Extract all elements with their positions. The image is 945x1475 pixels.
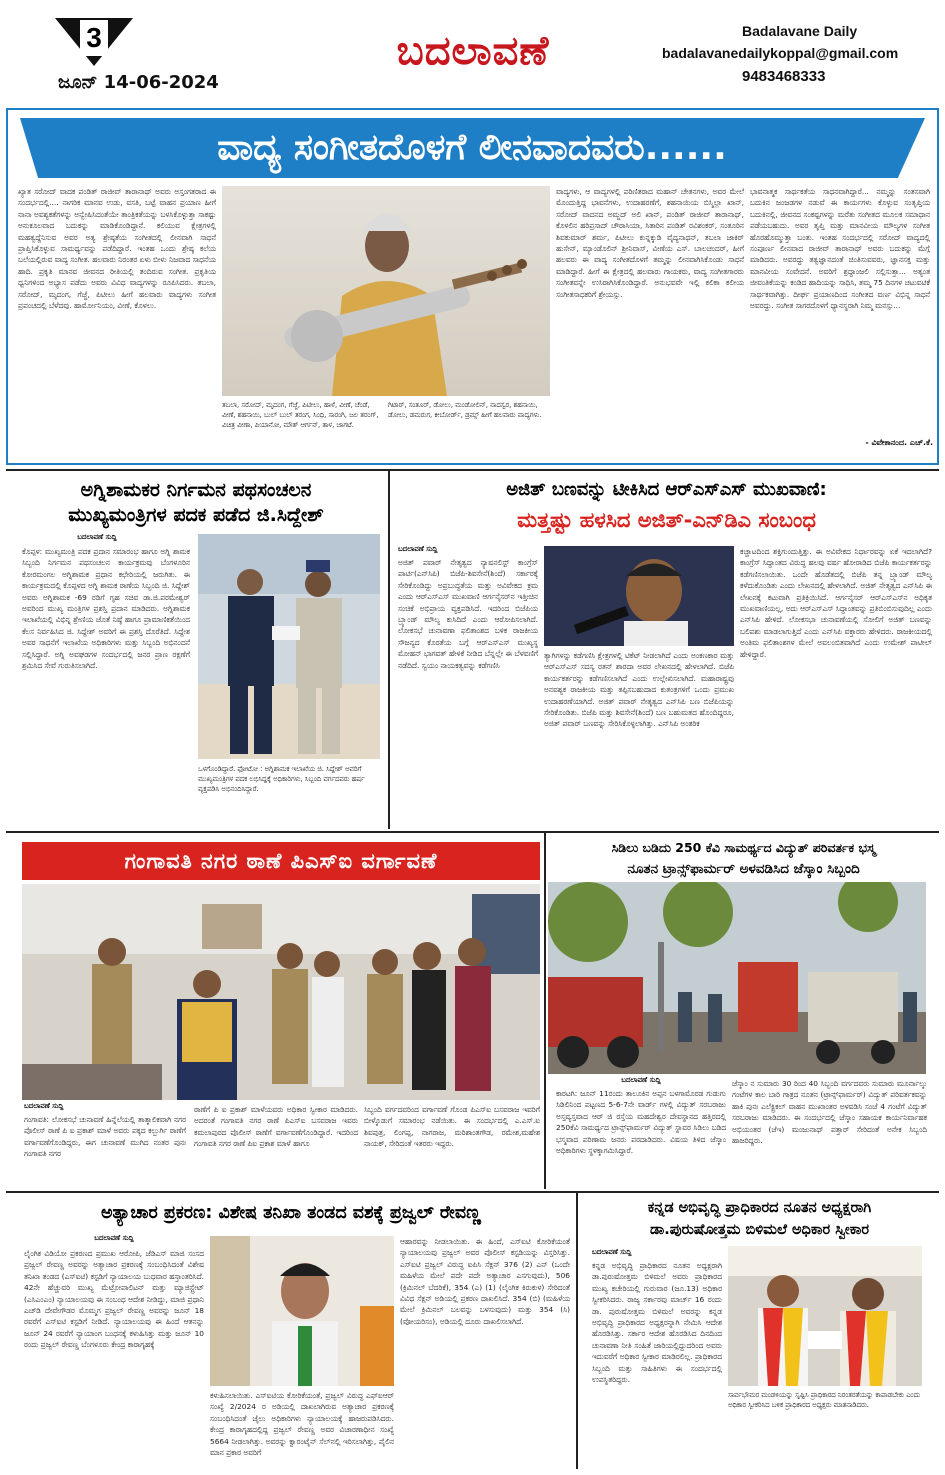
ajit-byline: ಬದಲಾವಣೆ ಸುದ್ದಿ [398, 545, 438, 553]
kannada-headline-1: ಕನ್ನಡ ಅಭಿವೃದ್ಧಿ ಪ್ರಾಧಿಕಾರದ ನೂತನ ಅಧ್ಯಕ್ಷರಾಗಿ [647, 1200, 872, 1216]
fire-award-photo [198, 534, 380, 759]
fire-headline-2: ಮುಖ್ಯಮಂತ್ರಿಗಳ ಪದಕ ಪಡೆದ ಜಿ.ಸಿದ್ದೇಶ್ [68, 504, 324, 526]
divider [6, 469, 939, 471]
ajit-headline-2: ಮತ್ತಷ್ಟು ಹಳಸಿದ ಅಜಿತ್-ಎನ್‌ಡಿಎ ಸಂಬಂಧ [517, 508, 816, 532]
kannada-byline: ಬದಲಾವಣೆ ಸುದ್ದಿ [592, 1248, 632, 1256]
lead-column-2: ವಾದ್ಯಗಳು, ಆ ವಾದ್ಯಗಳಲ್ಲಿ ಪರಿಣಿತರಾದ ಮಹಾನ್ ಚೇತನಗಳು, ಅವರ ಮೇಲೆ ಮೊಂದುತ್ತಿದ್ದ ಭಾವನೆಗಳು, ಉದಾಹರಣೆಗೆ, ಶಹನಾಯಿಯ ಬಿಸ್ಮಿಲ್ಲಾ ಖಾನ್, ಸರೋದ್ ವಾದನದ ಅಮ್ಜದ್ ಅಲಿ ಖಾನ್, ಪಂಡಿತ್ ರಾಜೀವ್ ತಾರಾನಾಥ್, ಕೊಳಲಿನ ಹರಿಪ್ರಸಾದ್ ಚೌರಾಸಿಯಾ, ಸಿತಾರಿನ ಪಂಡಿತ್ ರವಿಶಂಕರ್, ಸಂತೂರಿನ ಶಿವಕುಮಾರ್ ಶರ್ಮ, ಪಿಟೀಲು ಕುನ್ನಕ್ಕುಡಿ ವೈದ್ಯನಾಥನ್, ತಬಲಾ ಜಾಕಿರ್ ಹುಸೇನ್, ಮ್ಯಾಂಡೊಲಿನ್ ಶ್ರೀನಿವಾಸ್, ವೀಣೆಯ ಎಸ್. ಬಾಲಚಂದರ್, ಹೀಗೆ ಹಲವರು ಈ ವಾದ್ಯ ಸಂಗೀತದೊಳಗೆ ತಮ್ಮನ್ನು ಲೀನವಾಗಿಸಿಕೊಂಡು ಸಾಧನೆ ಮಾಡಿದ್ದಾರೆ. ಹೀಗೆ ಈ ಕ್ಷೇತ್ರದಲ್ಲಿ ಹಲವಾರು ಗಾಯಕರು, ವಾದ್ಯ ಸಂಗೀತಗಾರರು ಸಂಗೀತವನ್ನೇ ಉಸಿರಾಗಿಸಿಕೊಂಡಿದ್ದಾರೆ. ಅನುಭವವೇ ಇಲ್ಲಿ ಕಲಿಕಾ ಕಲೀಯ ಸಂಗೀತಸಾಧಕರಿಗೆ ಶ್ರೇಯಸ್ಸು. [556, 187, 744, 299]
kannada-authority-photo [728, 1246, 922, 1386]
fire-headline-1: ಅಗ್ನಿಶಾಮಕರ ನಿರ್ಗಮನ ಪಥಸಂಚಲನ [80, 479, 312, 501]
fire-photo-caption: ಒಳಗೊಂಡಿದ್ದಾರೆ. ಫೋಟೋ : ಅಗ್ನಿಶಾಮಕ ಇಲಾಖೆಯ ಜಿ. ಸಿದ್ದೇಶ್ ಅವರಿಗೆ ಮುಖ್ಯಮಂತ್ರಿಗಳ ಪದಕ ಲಭಿಸಿದ್ದಕ್ಕೆ ಅಧಿಕಾರಿಗಳು, ಸಿಬ್ಬಂದಿ ವರ್ಗದವರು ಹರ್ಷ ವ್ಯಕ್ತಪಡಿಸಿ ಅಭಿನಂದಿಸಿದ್ದಾರೆ. [198, 765, 365, 793]
lead-headline: ವಾದ್ಯ ಸಂಗೀತದೊಳಗೆ ಲೀನವಾದವರು...... [217, 127, 727, 168]
prajwal-byline: ಬದಲಾವಣೆ ಸುದ್ದಿ [94, 1234, 134, 1242]
ajit-column-3: ಕಚ್ಚಾಟದಿಂದ ಶಕ್ತಿಗುಂದುತ್ತಿತ್ತು. ಈ ಅವಿವೇಕದ ನಿರ್ಧಾರವನ್ನು ಏಕೆ ಇದಲಾಗಿದೆ? ಕಾಂಗ್ರೆಸ್ ಸಿದ್ಧಾಂತದ ವಿರುದ್ಧ ಹಲವು ವರ್ಷ ಹೋರಾಡಿದ ಬಿಜೆಪಿ ಕಾರ್ಯಕರ್ತರನ್ನು ಕಡೆಗಣಿಸಲಾಯಿತು. ಒಂದೇ ಹೊಡೆತದಲ್ಲಿ ಬಿಜೆಪಿ ತನ್ನ ಬ್ರ್ಯಾಂಡ್ ಮೌಲ್ಯ ಕಳೆದುಕೊಂಡಿತು ಎಂದು ಲೇಖನದಲ್ಲಿ ಹೇಳಲಾಗಿದೆ. ಅಜಿತ್ ನೇತೃತ್ವದ ಎನ್‌ಸಿಪಿ ಈ ಲೇಖನಕ್ಕೆ ಕಟುವಾಗಿ ಪ್ರತಿಕ್ರಿಯಿಸಿದೆ. ಆರ್ಗನೈಸರ್ ಆರ್‌ಎಸ್‌ಎಸ್‌ನ ಅಧಿಕೃತ ಮುಖವಾಣಿಯಲ್ಲ, ಅದು ಆರ್‌ಎಸ್‌ಎಸ್ ಸಿದ್ಧಾಂತವನ್ನು ಪ್ರತಿಬಿಂಬಿಸುವುದಿಲ್ಲ ಎಂದು ಎನ್‌ಸಿಪಿ ಹೇಳಿದೆ. ಲೋಕಸಭಾ ಚುನಾವಣೆಯಲ್ಲಿ ಸೋಲಿಗೆ ಅಜಿತ್ ಬಣವನ್ನು ಬಲಿಪಶು ಮಾಡಲಾಗುತ್ತಿದೆ ಎಂದು ಎನ್‌ಸಿಪಿ ವಕ್ತಾರರು ಹೇಳಿದರು. ರಾಜಕೀಯದಲ್ಲಿ ಅಂತಿಮ ಫಲಿತಾಂಶಗಳ ಮೇಲೆ ಅವಲಂಬಿತವಾಗಿದೆ ಎಂದು ಉಮೇಶ್ ಪಾಟೀಲ್ ಹೇಳಿದ್ದಾರೆ. [740, 547, 932, 659]
ajit-headline-1: ಅಜಿತ್ ಬಣವನ್ನು ಟೀಕಿಸಿದ ಆರ್‌ಎಸ್‌ಎಸ್ ಮುಖವಾಣಿ: [506, 479, 827, 500]
fire-text: ಕೊಪ್ಪಳ: ಮುಖ್ಯಮಂತ್ರಿ ಪದಕ ಪ್ರದಾನ ಸಮಾರಂಭ ಹಾಗೂ ಅಗ್ನಿ ಶಾಮಕ ಸಿಬ್ಬಂದಿ ನಿರ್ಗಮನ ಪಥಸಂಚಲನ ಕಾರ್ಯಕ್ರಮವು ಬೆಂಗಳೂರಿನ ಕೋರಮಂಗಲ ಅಗ್ನಿಶಾಮಕ ಪ್ರಧಾನ ಕಛೇರಿಯಲ್ಲಿ ಜರುಗಿತು. ಈ ಕಾರ್ಯಕ್ರಮದಲ್ಲಿ ಕೊಪ್ಪಳದ ಅಗ್ನಿ ಶಾಮಕ ಠಾಣೆಯ ಸಿಬ್ಬಂದಿ ಜಿ. ಸಿದ್ದೇಶ್ ಅವರು ಅಗ್ನಿಶಾಮಕ -69 ರಡಿಗೆ ಗೃಹ ಸಚಿವ ಡಾ.ಜಿ.ಪರಮೇಶ್ವರ್ ಅವರಿಂದ ಮುಖ್ಯ ಮಂತ್ರಿಗಳ ಪ್ರಶಸ್ತಿ ಪ್ರದಾನ ಮಾಡಿದರು. ಅಗ್ನಿಶಾಮಕ ಇಲಾಖೆಯಲ್ಲಿ ವಿಭಿನ್ನ ಶ್ರೇಣಿಯ ಜೊತೆ ನಿಷ್ಠೆ ಹಾಗೂ ಪ್ರಾಮಾಣಿಕತೆಯಿಂದ ಕೆಲಸ ನಿರ್ವಹಿಸಿದ ಜಿ. ಸಿದ್ದೇಶ್ ಅವರಿಗೆ ಈ ಪ್ರಶಸ್ತಿ ದೊರೆತಿದೆ. ಸಿದ್ದೇಶ ಅವರ ಸಾಧನೆಗೆ ಇಲಾಖೆಯ ಅಧಿಕಾರಿಗಳು ಮತ್ತು ಸಿಬ್ಬಂದಿ ಅಭಿನಂದನೆ ಸಲ್ಲಿಸಿದ್ದಾರೆ. ಅಗ್ನಿ ಅವಘಡಗಳ ಸಂದರ್ಭದಲ್ಲಿ ಜನರ ಪ್ರಾಣ ರಕ್ಷಣೆಗೆ ಶ್ರಮಿಸಿದ ಸೇವೆ ಗುರುತಿಸಲಾಗಿದೆ. [22, 547, 190, 671]
publisher-phone: 9483468333 [742, 68, 826, 85]
lead-column-3: ಭಾವನಾತ್ಮಕ ಸಾರ್ಥಕತೆಯ ಸಾಧನವಾಗಿದ್ದಾರೆ... ನಮ್ಮನ್ನು ಸಂತಸವಾಗಿ ಬದುಕಿನ ಜಂಜಡಗಳ ನಡುವೆ ಈ ಕಾರ್ಯಗಳು ಕೊಳ್ಳುವ ಸಂತೃಪ್ತಿಯ ಬದುಕಿನಲ್ಲಿ, ಜೀವನದ ಸಂಕಷ್ಟಗಳನ್ನು ಮರೆತು ಸಂಗೀತದ ಮೂಲಕ ಸಮಾಧಾನ ಪಡೆಯಬಹುದು. ಅವರ ತೃಪ್ತಿ ಮತ್ತು ಮಾನವೀಯ ಮೌಲ್ಯಗಳ ಸಂಗೀತ ಹೊರಹೊಮ್ಮುತ್ತಾ ಬಂತು. ಇಂತಹ ಸಂದರ್ಭದಲ್ಲಿ ಸರೋದ್ ವಾದ್ಯದಲ್ಲಿ ಸಂಪೂರ್ಣ ಲೀನವಾದ ರಾಜೀವ್ ತಾರಾನಾಥ್ ಅವರು ಬದುಕನ್ನು ಮೆಗ್ಗೆ ಮಾಡಿದರು. ಅವರದ್ದು ತತ್ವಜ್ಞಾನದಂತೆ ಚಿಂತಿಸುವವರು, ಜ್ಞಾನಸಕ್ತ ಮತ್ತು ಮಾನವೀಯ ಸಂವೇದನೆ. ಅವರಿಗೆ ಶ್ರದ್ಧಾಂಜಲಿ ಸಲ್ಲಿಸುತ್ತಾ... ಅತ್ಯಂತ ಜೀವಂತಿಕೆಯನ್ನು ಕಂಡಿದ ಹಾದಿಯನ್ನು ಸಾಧಿಸಿ, ತಮ್ಮ 75 ದಿನಗಳ ಚಟುವಟಿಕೆ ಸಾರ್ಥಕವಾಗಿತ್ತು. ದೀರ್ಘ ಪ್ರಯಾಣದಿಂದ ಸಂಗೀತದ ವರ್ಣ ವಿಭಿನ್ನ ಸಾಧನೆ ಅವರದ್ದು. ಸಂಗೀತ ಸಾಗರದೊಳಗೆ ಧ್ಯಾನಸ್ಥರಾಗಿ ನಿಮ್ಮ ಮನಸ್ಸು... [750, 187, 930, 311]
psi-headline: ಗಂಗಾವತಿ ನಗರ ಠಾಣೆ ಪಿಎಸ್‌ಐ ವರ್ಗಾವಣೆ [22, 842, 540, 880]
kannada-headline-2: ಡಾ.ಪುರುಷೋತ್ತಮ ಬಿಳಿಮಲೆ ಅಧಿಕಾರ ಸ್ವೀಕಾರ [649, 1222, 870, 1238]
psi-column-2: ಠಾಣೆಗೆ ಪಿ ಐ ಪ್ರಕಾಶ್ ಮಾಳೆಯವರು ಅಧಿಕಾರ ಸ್ವೀಕಾರ ಮಾಡಿದರು. ಅದರಂತೆ ಗಂಗಾವತಿ ನಗರ ಠಾಣೆ ಪಿಎಸ್‌ಐ ಬಸವರಾಜ ಇವರು ಕಮಲಾಪುರದ ಪೊಲೀಸ್ ಠಾಣೆಗೆ ವರ್ಗಾವಣೆಗೊಂಡಿದ್ದಾರೆ. ಇದರಿಂದ ಗಂಗಾವತಿ ನಗರ ಠಾಣೆ ಪಿಐ ಪ್ರಕಾಶ ಮಾಳೆ ಹಾಗೂ [194, 1105, 358, 1149]
prajwal-photo [210, 1236, 394, 1386]
lead-author: - ವಿವೇಕಾನಂದ. ಎಚ್.ಕೆ. [865, 438, 933, 447]
issue-date: ಜೂನ್ 14-06-2024 [58, 72, 219, 93]
psi-column-3: ಸಿಬ್ಬಂದಿ ವರ್ಗದವರಿಂದ ವರ್ಗಾವಣೆ ಗೊಂಡ ಪಿಎಸ್‌ಐ ಬಸವರಾಜ ಇವರಿಗೆ ಬೀಳ್ಕೊಡುಗೆ ಸಮಾರಂಭ ನಡೆಯಿತು. ಈ ಸಂದರ್ಭದಲ್ಲಿ ಎ.ಎಸ್.ಐ ಶಿವಪುತ್ರ, ಲಿಂಗಪ್ಪ, ನಾಗರಾಜ, ಮರಿಶಾಂತಗೌಡ, ರಮೇಶ,ಮಹೇಶ ನಾಯಕ್, ಸೇರಿದಂತೆ ಇತರರು ಇದ್ದರು. [364, 1105, 540, 1149]
ajit-pawar-photo [544, 546, 734, 646]
divider [388, 471, 390, 829]
lead-photo-caption-left: ತಬಲಾ, ಸರೋದ್, ಮೃದಂಗ, ಗೆಜ್ಜೆ, ಪಿಟೀಲು, ಹಾಳೆ, ವೀಣೆ, ಚೆಂಡೆ, ವೀಣೆ, ಶಹನಾಯಿ, ಬುಲ್ ಬುಲ್ ತರಂಗ, ಸಿಂಧಿ, ಸಾರಂಗಿ, ಜಲ ತರಂಗ್, ವಿಚಿತ್ರ ವೀಣಾ, ಪಿಯಾನೋ, ಮೌತ್ ಆರ್ಗನ್, ತಾಳ, ಜಾಗಟೆ. [222, 401, 379, 429]
psi-column-1: ಗಂಗಾವತಿ: ಲೋಕಸಭೆ ಚುನಾವಣೆ ಹಿನ್ನೆಲೆಯಲ್ಲಿ ತಾತ್ಕಾಲಿಕವಾಗಿ ನಗರ ಪೊಲೀಸ್ ಠಾಣೆ ಪಿ ಐ ಪ್ರಕಾಶ್ ಮಾಳೆ ಅವರು ಪಕ್ಕದ ಕಲ್ಬುರ್ಗಿ ಠಾಣೆಗೆ ವರ್ಗಾವಣೆಗೊಂಡಿದ್ದರು, ಈಗ ಚುನಾವಣೆ ಮುಗಿದ ನಂತರ ಪುನಃ ಗಂಗಾವತಿ ನಗರ [24, 1115, 186, 1159]
ajit-column-1: ಅಜಿತ್ ಪವಾರ್ ನೇತೃತ್ವದ ನ್ಯಾಷನಲಿಸ್ಟ್ ಕಾಂಗ್ರೆಸ್ ಪಾರ್ಟಿ(ಎನ್‌ಸಿಪಿ) ಬಿಜೆಪಿ-ಶಿವಸೇನೆ(ಶಿಂದೆ) ಸರ್ಕಾರಕ್ಕೆ ಸೇರಿಕೊಂಡಿದ್ದು ಅಪ್ರಬುದ್ಧತೆಯ ಮತ್ತು ಅವಿವೇಕದ ಕ್ರಮ ಎಂದು ಆರ್‌ಎಸ್‌ಎಸ್ ಮುಖವಾಣಿ ಆರ್ಗನೈಸರ್‌ನ ಇತ್ತೀಚಿನ ಸಂಚಿಕೆ ಅಭಿಪ್ರಾಯ ವ್ಯಕ್ತಪಡಿಸಿದೆ. ಇದರಿಂದ ಬಿಜೆಪಿಯ ಬ್ರ್ಯಾಂಡ್ ಮೌಲ್ಯ ಕುಸಿದಿದೆ ಎಂದು ಆರೋಪಿಸಲಾಗಿದೆ. ಲೋಕಸಭೆ ಚುನಾವಣಾ ಫಲಿತಾಂಶದ ಬಳಿಕ ರಾಜಕೀಯ ಸೌಜನ್ಯದ ಕೊರತೆಯ ಬಗ್ಗೆ ಆರ್‌ಎಸ್‌ಎಸ್ ಮುಖ್ಯಸ್ಥ ಮೋಹನ್ ಭಾಗವತ್ ಹೇಳಿಕೆ ನೀಡಿದ ಬೆನ್ನಲ್ಲೇ ಈ ಬೆಳವಣಿಗೆ ನಡೆದಿದೆ. ಸ್ವಯಂ ನಾಯಕತ್ವವನ್ನು ಕಡೆಗಣಿಸಿ [398, 558, 538, 670]
ajit-column-2: ತ್ಯಾಗಿಗಳನ್ನು ಕಡೆಗಣಿಸಿ ಕ್ಷೇತ್ರಗಳಲ್ಲಿ ಟಿಕೆಟ್ ನೀಡಲಾಗಿದೆ ಎಂದು ಅಂಕಣಕಾರ ಮತ್ತು ಆರ್‌ಎಸ್‌ಎಸ್ ಸದಸ್ಯ ರತನ್ ಶಾರದಾ ಅವರ ಲೇಖನದಲ್ಲಿ ಹೇಳಲಾಗಿದೆ. ಬಿಜೆಪಿ ಕಾರ್ಯಕರ್ತರನ್ನು ಕಡೆಗಣಿಸಲಾಗಿದೆ ಎಂದು ಉಲ್ಲೇಖಿಸಲಾಗಿದೆ. ಮಹಾರಾಷ್ಟ್ರವು ಅನವಶ್ಯಕ ರಾಜಕೀಯ ಮತ್ತು ತಪ್ಪಿಸಬಹುದಾದ ಕುತಂತ್ರಗಳಿಗೆ ಒಂದು ಪ್ರಮುಖ ಉದಾಹರಣೆಯಾಗಿದೆ. ಅಜಿತ್ ಪವಾರ್ ನೇತೃತ್ವದ ಎನ್‌ಸಿಪಿ ಬಣ ಬಿಜೆಪಿಯನ್ನು ಸೇರಿಕೊಂಡಿತು. ಬಿಜೆಪಿ ಮತ್ತು ಶಿವಸೇನೆ(ಶಿಂದೆ) ಬಣ ಬಹುಮತದ ಹೊಂದಿದ್ದರೂ, ಅಜಿತ್ ಪವಾರ್ ಬಣವನ್ನು ಸೇರಿಸಿಕೊಳ್ಳಲಾಗಿತ್ತು. ಎನ್‌ಸಿಪಿ ಅಂತರಿಕ [544, 651, 734, 729]
fire-byline: ಬದಲಾವಣೆ ಸುದ್ದಿ [77, 533, 117, 541]
divider [6, 831, 939, 833]
prajwal-column-2: ಕಳುಹಿಸಲಾಯಿತು. ಎಸ್‌ಐಟಿಯ ಕೋರಿಕೆಯಂತೆ, ಪ್ರಜ್ವಲ್ ವಿರುದ್ಧ ಎಫ್‌ಐಆರ್ ಸಂಖ್ಯೆ 2/2024 ರ ಅಡಿಯಲ್ಲಿ ದಾಖಲಾಗಿರುವ ಅತ್ಯಾಚಾರ ಪ್ರಕರಣಕ್ಕೆ ಸಂಬಂಧಿಸಿದಂತೆ ಜೈಲು ಅಧಿಕಾರಿಗಳು ನ್ಯಾಯಾಲಯಕ್ಕೆ ಹಾಜರುಪಡಿಸಿದರು. ಕೇಂದ್ರ ಕಾರಾಗೃಹದಲ್ಲಿದ್ದ ಪ್ರಜ್ವಲ್ ರೇವಣ್ಣ ಅವರ ವಿಚಾರಣಾಧೀನ ಸಂಖ್ಯೆ 5664 ನೀಡಲಾಗಿತ್ತು. ಅವರನ್ನು ಕ್ವಾರಂಟೈನ್ ಸೆಲ್‌ನಲ್ಲಿ ಇರಿಸಲಾಗಿತ್ತು, ಪೈಲಿನ ಮಾನ ಪ್ರಕಾರ ಅವರಿಗೆ [210, 1391, 394, 1458]
transformer-byline: ಬದಲಾವಣೆ ಸುದ್ದಿ [621, 1076, 661, 1084]
divider [6, 1191, 939, 1193]
psi-group-photo [22, 884, 540, 1100]
transformer-headline-2: ನೂತನ ಟ್ರಾನ್ಸ್‌ಫಾರ್ಮರ್ ಅಳವಡಿಸಿದ ಜೆಸ್ಕಾಂ ಸಿಬ್ಬಂದಿ [627, 861, 860, 877]
transformer-column-2: ಜೆಸ್ಕಾಂ ನ ಸುಮಾರು 30 ರಿಂದ 40 ಸಿಬ್ಬಂದಿ ವರ್ಗದವರು ಸುಮಾರು ಮೂರ್ನಾಲ್ಕು ಗಂಟೆಗಳ ಕಾಲ ಬಾರಿ ಗಾತ್ರದ ನೂತನ (ಟ್ರಾನ್ಸ್‌ಫಾರ್ಮರ್) ವಿದ್ಯುತ್ ಪರಿವರ್ತಕವನ್ನು ಹಾಕಿ ಪುನಃ ಎಲೆಕ್ಟ್ರಿಕಲ್ ವಾಹನ ಮುಖಾಂತರ ಅಳವಡಿಸಿ ಸಂಜೆ 4 ಗಂಟೆಗೆ ವಿದ್ಯುತ್ ಸರಬರಾಜು ಮಾಡಿದರು. ಈ ಸಂದರ್ಭದಲ್ಲಿ ಜೆಸ್ಕಾಂ ಸಹಾಯಕ ಕಾರ್ಯನಿರ್ವಾಹಕ ಅಭಿಯಂತರ (ಜೆಇ) ಮಂಜುನಾಥ್ ಪತ್ತಾರ್ ಸೇರಿದಂತೆ ಅನೇಕ ಸಿಬ್ಬಂದಿ ಹಾಜರಿದ್ದರು. [732, 1079, 927, 1146]
transformer-column-1: ಕಾರಟಗಿ: ಜೂನ್ 11ರಂದು ತಾಲೂಕಿನ ಅಪ್ಪನ ಬಳಗಾಮೊರಡ ಗುಡುಗು ಸಿಡಿಲಿನಿಂದ ಪಟ್ಟಣದ 5-6-7ನೇ ವಾರ್ಡ್ ಗಳಲ್ಲಿ ವಿದ್ಯುತ್ ಸರಬರಾಜು ಅಸ್ತವ್ಯಸ್ತವಾದ ಆರ್ ಜಿ ರಸ್ತೆಯ ಮಹದೇಶ್ವರ ದೇವಸ್ಥಾನದ ಹತ್ತಿರದಲ್ಲಿ 250ಕೆವಿ ಸಾಮರ್ಥ್ಯದ ಟ್ರಾನ್ಸ್‌ಫಾರ್ಮರ್ ವಿದ್ಯುತ್ ಸ್ಥಾವರ ಸಿಡಿಲು ಬಡಿದ ಭಸ್ಮವಾದ ಪರಿಣಾಮ ಜನರು ಪರದಾಡಿದರು. ವಿಷಯ ತಿಳಿದ ಜೆಸ್ಕಾಂ ಅಧಿಕಾರಿಗಳು ಸ್ಥಳಕ್ಕಾಗಮಿಸಿದ್ದಾರೆ. [556, 1089, 726, 1156]
page-number: 3 [80, 20, 108, 56]
prajwal-column-3: ಆಹಾರವನ್ನು ನೀಡಲಾಯಿತು. ಈ ಹಿಂದೆ, ಎಸ್‌ಐಟಿ ಕೋರಿಕೆಯಂತೆ ನ್ಯಾಯಾಲಯವು ಪ್ರಜ್ವಲ್‌ ಅವರ ಪೊಲೀಸ್ ಕಸ್ಟಡಿಯನ್ನು ವಿಸ್ತರಿಸಿತ್ತು. ಎಸ್‌ಐಟಿ ಪ್ರಜ್ವಲ್ ವಿರುದ್ಧ ಐಪಿಸಿ ಸೆಕ್ಷನ್ 376 (2) ಎನ್ (ಒಂದೇ ಮಹಿಳೆಯ ಮೇಲೆ ಪದೇ ಪದೇ ಅತ್ಯಾಚಾರ ಎಸಗುವುದು), 506 (ಕ್ರಿಮಿನಲ್ ಬೆದರಿಕೆ), 354 (ಎ) (1) (ಲೈಂಗಿಕ ಕಿರುಕುಳ) ಸೇರಿದಂತೆ ವಿವಿಧ ಸೆಕ್ಷನ್ ಅಡಿಯಲ್ಲಿ ಪ್ರಕರಣ ದಾಖಲಿಸಿದೆ. 354 (ಬಿ) (ಮಹಿಳೆಯ ಮೇಲೆ ಕ್ರಿಮಿನಲ್ ಬಲವನ್ನು ಬಳಸುವುದು) ಮತ್ತು 354 (ಸಿ) (ವೋಯರಿಸಂ), ಅಡಿಯಲ್ಲಿ ದೂರು ದಾಖಲಿಸಲಾಗಿದೆ. [400, 1237, 570, 1326]
newspaper-logo: ಬದಲಾವಣೆ [396, 28, 550, 74]
lead-column-1: ಖ್ಯಾತ ಸರೋದ್ ವಾದಕ ಪಂಡಿತ್ ರಾಜೀವ್ ತಾರಾನಾಥ್ ಅವರು ಅಸ್ತಂಗತರಾದ ಈ ಸಂದರ್ಭದಲ್ಲಿ.... ನಾಗರಿಕ ಮಾನವ ಉಡು, ವಸತಿ, ಬಟ್ಟೆ ವಾಹನ ಪ್ರಯಾಣ ಹೀಗೆ ನಾನಾ ಅವಶ್ಯಕತೆಗಳನ್ನು ಅನ್ವೇಷಿಸಿದಂತೆಯೇ ತಾಂತ್ರಿಕತೆಯನ್ನು ಬಳಸಿಕೊಳ್ಳುತ್ತಾ ಸಾಕಷ್ಟು ಅನುಕೂಲವಾದ ಬದುಕನ್ನು ಮಾಡಿಕೊಂಡಿದ್ದಾನೆ. ಕಲಿಯುವ ಕ್ಷೇತ್ರಗಳಲ್ಲಿ ಮಹತ್ವದ್ದೆನಿಸುವ ಅವರ ಅತ್ಯ ಶ್ರೇಷ್ಠತೆಯ ಸಂಗೀತದಲ್ಲಿ ಲೀನವಾಗಿ ಸಾಧನೆ ಪ್ರಾಪ್ತಿಸಿಕೊಳ್ಳುವ ಸಾಮರ್ಥ್ಯವನ್ನು ಪಡೆದಿದ್ದಾರೆ. ಇಂತಹ ಒಂದು ಶ್ರೇಷ್ಠ ಕಲೆಯ ಬಲೆಯಲ್ಲಿರುವ ವಾದ್ಯ ಸಂಗೀತ. ಹಲವಾರು ನಿರಂತರ ಏಳು ಬೀಳು ನಿಜವಾದ ಸಾಧನೆಯ ಹಾದಿ. ಪ್ರಕೃತಿ ಮಾನವ ಜೀವನದ ರೀತಿಯಲ್ಲಿ ತಂದಿರುವ ಸಂಗೀತ. ಪ್ರಕೃತಿಯ ಧ್ವನಿಗಳಿಂದ ಅಭ್ಯಾಸ ಪಡೆದು ಅವರು ವಿವಿಧ ವಾದ್ಯಗಳನ್ನು ರೂಪಿಸಿದರು. ತಬಲಾ, ಸರೋದ್, ಮೃದಂಗ, ಗೆಜ್ಜೆ, ಪಿಟೀಲು ಹೀಗೆ ಹಲವಾರು ವಾದ್ಯಗಳು ಸಂಗೀತ ಪ್ರಪಂಚದಲ್ಲಿ ಬೆಳೆದವು. ಹಾರ್ಮೋನಿಯಂ, ವೀಣೆ, ಕೊಳಲು. [18, 187, 216, 311]
kannada-text: ಕನ್ನಡ ಅಭಿವೃದ್ಧಿ ಪ್ರಾಧಿಕಾರದ ನೂತನ ಅಧ್ಯಕ್ಷರಾಗಿ ಡಾ.ಪುರುಷೋತ್ತಮ ಬಿಳಿಮಲೆ ಅವರು ಪ್ರಾಧಿಕಾರದ ಮುಖ್ಯ ಕಚೇರಿಯಲ್ಲಿ ಗುರುವಾರ (ಜೂ.13) ಅಧಿಕಾರ ಸ್ವೀಕರಿಸಿದರು. ರಾಜ್ಯ ಸರ್ಕಾರವು ಮಾರ್ಚ್ 16 ರಂದು ಡಾ. ಪುರುಷೋತ್ತಮ ಬಿಳಿಮಲೆ ಅವರನ್ನು ಕನ್ನಡ ಅಭಿವೃದ್ಧಿ ಪ್ರಾಧಿಕಾರದ ಅಧ್ಯಕ್ಷರನ್ನಾಗಿ ನೇಮಿಸಿ ಆದೇಶ ಹೊರಡಿಸಿತ್ತು. ಸರ್ಕಾರ ಆದೇಶ ಹೊರಡಿಸಿದ ದಿನದಿಂದ ಚುನಾವಣಾ ನೀತಿ ಸಂಹಿತೆ ಜಾರಿಯಲ್ಲಿದ್ದುದರಿಂದ ಅವರು ಇದುವರೆಗೆ ಅಧಿಕಾರ ಸ್ವೀಕಾರ ಮಾಡಿರಲಿಲ್ಲ. ಪ್ರಾಧಿಕಾರದ ಸಿಬ್ಬಂದಿ ಮತ್ತು ಸಾಹಿತಿಗಳು ಈ ಸಂದರ್ಭದಲ್ಲಿ ಉಪಸ್ಥಿತರಿದ್ದರು. [592, 1261, 722, 1385]
kannada-photo-caption: ಸಾರ್ವಭೌಮರ ಮಂಡಳಿಯನ್ನು ಸೃಷ್ಟಿಸಿ ಪ್ರಾಧಿಕಾರದ ನಿರಂತರತೆಯನ್ನು ಕಾಪಾಡಬೇಕು ಎಂದು ಅಧಿಕಾರ ಸ್ವೀಕರಿಸಿದ ಬಳಿಕ ಪ್ರಾಧಿಕಾರದ ಅಧ್ಯಕ್ಷರು ಮಾತನಾಡಿದರು. [728, 1391, 921, 1409]
sarod-player-photo [222, 186, 550, 396]
masthead [0, 0, 945, 108]
lead-article [6, 108, 939, 465]
prajwal-headline: ಅತ್ಯಾಚಾರ ಪ್ರಕರಣ: ವಿಶೇಷ ತನಿಖಾ ತಂಡದ ವಶಕ್ಕೆ ಪ್ರಜ್ವಲ್ ರೇವಣ್ಣ [101, 1203, 481, 1223]
psi-byline: ಬದಲಾವಣೆ ಸುದ್ದಿ [24, 1102, 64, 1110]
divider [544, 833, 546, 1189]
transformer-photo [548, 882, 926, 1074]
transformer-headline-1: ಸಿಡಿಲು ಬಡಿದು 250 ಕೆವಿ ಸಾಮರ್ಥ್ಯದ ವಿದ್ಯುತ್ ಪರಿವರ್ತಕ ಭಸ್ಮ [611, 840, 876, 855]
publisher-email: badalavanedailykoppal@gmail.com [662, 45, 899, 61]
prajwal-column-1: ಲೈಂಗಿಕ ವಿಡಿಯೋ ಪ್ರಕರಣದ ಪ್ರಮುಖ ಆರೋಪಿ, ಜೆಡಿಎಸ್ ಮಾಜಿ ಸಂಸದ ಪ್ರಜ್ವಲ್ ರೇವಣ್ಣ ಅವರನ್ನು ಅತ್ಯಾಚಾರ ಪ್ರಕರಣಕ್ಕೆ ಸಂಬಂಧಿಸಿದಂತೆ ವಿಶೇಷ ತನಿಖಾ ತಂಡದ (ಎಸ್‌ಐಟಿ) ಕಸ್ಟಡಿಗೆ ನ್ಯಾಯಾಲಯ ಬುಧವಾರ ಹಸ್ತಾಂತರಿಸಿದೆ. 42ನೇ ಹೆಚ್ಚುವರಿ ಮುಖ್ಯ ಮೆಟ್ರೋಪಾಲಿಟನ್ ಮತ್ತು ಮ್ಯಾಜಿಸ್ಟ್ರೇಟ್ (ಎಸಿಎಂಎಂ) ನ್ಯಾಯಾಲಯವು ಈ ಸಂಬಂಧ ಆದೇಶ ನೀಡಿದ್ದು, ಮಾಜಿ ಪ್ರಧಾನಿ ಎಚ್‌ಡಿ ದೇವೇಗೌಡರ ಮೊಮ್ಮಗ ಪ್ರಜ್ವಲ್ ರೇವಣ್ಣ ಅವರನ್ನು ಜೂನ್ 18 ರವರೆಗೆ ಎಸ್‌ಐಟಿ ಕಸ್ಟಡಿಗೆ ನೀಡಿದೆ. ನ್ಯಾಯಾಲಯವು ಈ ಹಿಂದೆ ಆತನನ್ನು ಜೂನ್ 24 ರವರೆಗೆ ನ್ಯಾಯಾಂಗ ಬಂಧನಕ್ಕೆ ಕಳುಹಿಸಿತ್ತು ಮತ್ತು ಜೂನ್ 10 ರಂದು ಪ್ರಜ್ವಲ್ ರೇವಣ್ಣ ಬೆಂಗಳೂರು ಕೇಂದ್ರ ಕಾರಾಗೃಹಕ್ಕೆ [24, 1249, 204, 1350]
lead-photo-caption-right: ಗಿಟಾರ್, ಸಂತೂರ್, ಡೋಲು, ಮಂಡೋಲಿನ್, ನಾದಸ್ವರ, ಶಹನಾಯಿ, ಡೋಲು, ಡಮರುಗ, ಕೀಬೋರ್ಡ್, ಡ್ರಮ್ಸ್ ಹೀಗೆ ಹಲವಾರು ವಾದ್ಯಗಳು. [388, 401, 542, 419]
divider [576, 1193, 578, 1469]
publisher-name: Badalavane Daily [742, 23, 858, 39]
